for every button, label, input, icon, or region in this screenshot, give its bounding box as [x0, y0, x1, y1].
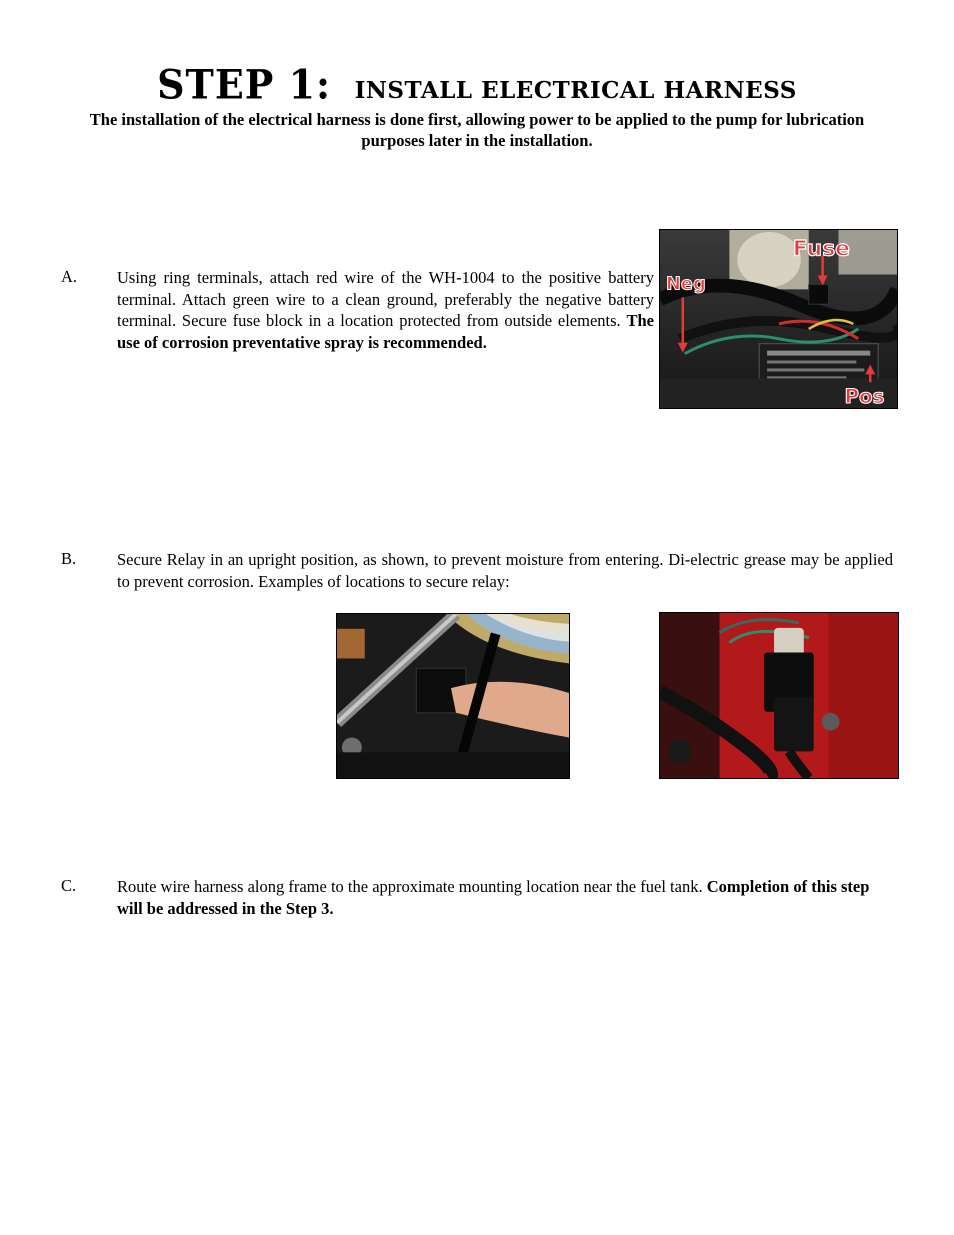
relay-photo-right-image — [660, 613, 898, 778]
relay-photo-right — [659, 612, 899, 779]
intro-text: The installation of the electrical harness is done first, allowing power to be applied to the pump for lubrication purposes later in the installation. — [89, 110, 865, 150]
step-a-text — [117, 267, 654, 354]
step-c-body: Route wire harness along frame to the approximate mounting location near the fuel tank. — [117, 877, 703, 896]
label-neg: Neg — [665, 273, 706, 295]
relay-photo-left — [336, 613, 570, 779]
step-c-bold: Completion of this step will be addressed in the Step 3. — [117, 877, 870, 918]
label-fuse: Fuse — [792, 236, 850, 262]
relay-photo-left-image — [337, 614, 569, 778]
step-a-bold: The use of corrosion preventative spray is recommended. — [117, 311, 655, 353]
step-c-marker: C. — [61, 876, 77, 895]
battery-photo — [659, 229, 898, 409]
battery-photo-image — [660, 230, 897, 408]
step-c-text — [117, 876, 893, 919]
step-a-marker: A. — [61, 267, 78, 286]
step-b-marker: B. — [61, 549, 77, 568]
title-heading: INSTALL ELECTRICAL HARNESS — [354, 77, 797, 104]
label-pos: Pos — [844, 385, 885, 408]
step-a-body: Using ring terminals, attach red wire of the WH-1004 to the positive battery terminal. Attach green wire to a clean ground, preferably the negative battery terminal. Secure fuse block in a location protected from outside elements. — [117, 268, 654, 331]
step-b-text: Secure Relay in an upright position, as shown, to prevent moisture from entering. Di-electric grease may be applied to prevent corrosion. Examples of locations to secure relay: — [117, 550, 893, 591]
page-title — [0, 62, 954, 107]
title-step: STEP 1: — [157, 60, 332, 109]
